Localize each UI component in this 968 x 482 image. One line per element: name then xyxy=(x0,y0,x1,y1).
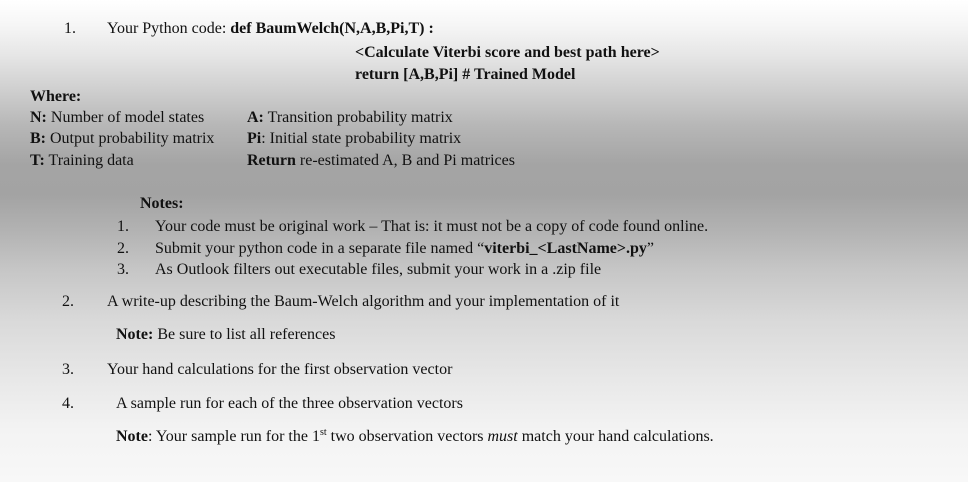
note-text-post: ” xyxy=(646,240,655,257)
where-text: Output probability matrix xyxy=(50,130,215,147)
notes-heading: Notes: xyxy=(140,195,184,212)
where-left-2 xyxy=(30,130,214,148)
note-number-2: 2. xyxy=(117,240,129,257)
item-number-2: 2. xyxy=(62,293,74,310)
code-body: <Calculate Viterbi score and best path here> xyxy=(355,44,660,61)
item-1-label: Your Python code: xyxy=(107,20,227,37)
where-key: A: xyxy=(247,109,264,126)
note-text-mid: two observation vectors xyxy=(326,428,488,445)
where-key: Pi xyxy=(247,130,262,147)
item-number-3: 3. xyxy=(62,361,74,378)
item-2-text: A write-up describing the Baum-Welch algorithm and your implementation of it xyxy=(107,293,620,310)
code-def: def BaumWelch(N,A,B,Pi,T) : xyxy=(230,20,434,37)
note-text-2 xyxy=(155,240,654,258)
item-4-text: A sample run for each of the three observation vectors xyxy=(116,395,463,412)
where-left-3 xyxy=(30,152,134,170)
note-text-pre: Submit your python code in a separate file named “ xyxy=(155,240,485,257)
where-right-2 xyxy=(247,130,461,148)
where-right-1 xyxy=(247,109,453,127)
item-number-4: 4. xyxy=(62,395,74,412)
note-label: Note: xyxy=(116,326,154,343)
note-number-1: 1. xyxy=(117,218,129,235)
note-text: Be sure to list all references xyxy=(157,326,336,343)
where-text: Transition probability matrix xyxy=(267,109,453,126)
code-return: return [A,B,Pi] # Trained Model xyxy=(355,66,576,83)
note-label: Note xyxy=(116,428,148,445)
where-heading: Where: xyxy=(30,88,82,105)
where-key: B: xyxy=(30,130,46,147)
note-text-3: As Outlook filters out executable files, submit your work in a .zip file xyxy=(155,261,602,278)
where-left-1 xyxy=(30,109,204,127)
where-key: T: xyxy=(30,152,45,169)
item-3-text: Your hand calculations for the first observation vector xyxy=(107,361,453,378)
note-emphasis: must xyxy=(487,428,518,445)
note-text-pre: : Your sample run for the 1 xyxy=(147,428,320,445)
note-filename: viterbi_<LastName>.py xyxy=(484,240,647,257)
item-4-note xyxy=(116,428,714,446)
note-text-1: Your code must be original work – That is: it must not be a copy of code found online. xyxy=(155,218,709,235)
item-1-line xyxy=(107,20,434,38)
where-text: : Initial state probability matrix xyxy=(261,130,462,147)
item-2-note xyxy=(116,326,335,344)
where-key: N: xyxy=(30,109,47,126)
where-right-3 xyxy=(247,152,515,170)
where-text: Number of model states xyxy=(50,109,205,126)
item-number-1: 1. xyxy=(64,20,76,37)
where-text: Training data xyxy=(48,152,134,169)
note-number-3: 3. xyxy=(117,261,129,278)
note-text-post: match your hand calculations. xyxy=(517,428,714,445)
where-text: re-estimated A, B and Pi matrices xyxy=(299,152,515,169)
ordinal-superscript: st xyxy=(319,427,327,438)
where-key: Return xyxy=(247,152,296,169)
